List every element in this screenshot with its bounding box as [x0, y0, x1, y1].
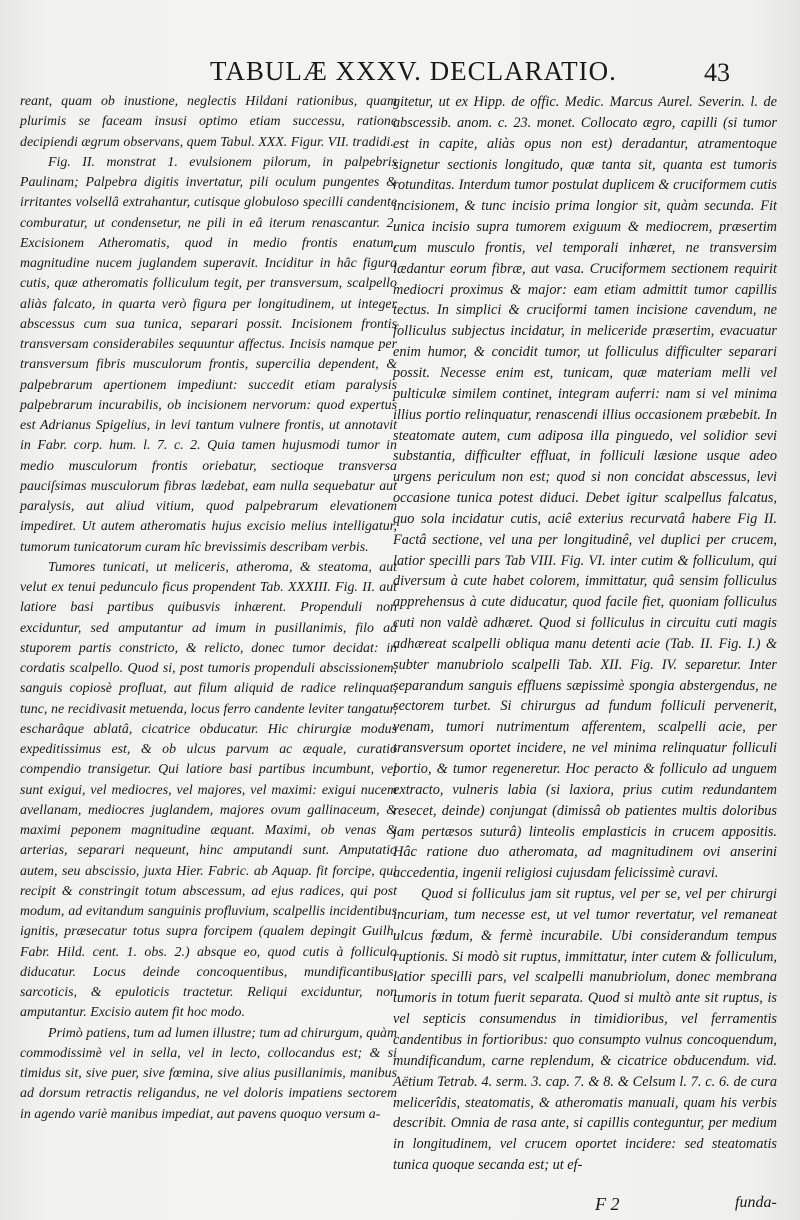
paragraph: reant, quam ob inustione, neglectis Hildani rationibus, quam plurimis se faceam insusi optimo etiam successu, ratione decipiendi ægrum observans, quem Tabul. XXX. Figur. VII. tradidi.: [20, 94, 397, 150]
running-title: TABULÆ XXXV. DECLARATIO.: [210, 56, 617, 86]
page-footer: [0, 1194, 800, 1218]
left-column: [20, 92, 397, 1125]
paragraph: Tumores tunicati, ut meliceris, atheroma, & steatoma, aut velut ex tenui pedunculo ficus propendent Tab. XXXIII. Fig. II. aut latiore basi partibus quibusvis inhærent. Propenduli non exciduntur, sed amputantur ad imum in pusillanimis, filo ad stuporem partis constricto, & relicto, donec tumor decidat: in cordatis scalpello. Quod si, post tumoris propenduli abscissionem, sanguis copiosè profluat, aut filum aliquid de radice relinquat, tunc, ne recidivasit metuenda, locus ferro candente leviter tangatur, escharâque ablatâ, cicatrice obducatur. Hic chirurgiæ modus expeditissimus est, & ob ulcus parvum ac æquale, curatio compendio transigetur. Qui latiore basi partibus incumbunt, vel sunt exigui, vel mediocres, vel majores, vel maximi: exigui nucem avellanam, mediocres juglandem, majores ovum gallinaceum, & maximi peponem magnitudine æquant. Maximi, ob venas & arterias, separari nequeunt, hinc amputandi sunt. Amputatio autem, seu abscissio, juxta Hier. Fabric. ab Aquap. fit forcipe, qui recipit & constringit totum abscessum, ad ejus radices, qui post modum, ad evitandum sanguinis profluvium, scalpellis incidentibus ignitis, præsecatur totus supra forcipem (qualem depingit Guilh. Fabr. Hild. cent. 1. obs. 2.) absque eo, quod cutis à folliculo diducatur. Locus deinde concoquentibus, mundificantibus, sarcoticis, & epuloticis tractetur. Reliqui exciduntur, non amputantur. Excisio autem fit hoc modo.: [20, 559, 397, 1021]
paragraph: gitetur, ut ex Hipp. de offic. Medic. Marcus Aurel. Severin. l. de abscessib. anom. c. 23. monet. Collocato ægro, capilli (si tumor est in capite, aliàs opus non est) deradantur, atramentoque signetur sectionis longitudo, quæ tanta sit, quanta est tumoris rotunditas. Interdum tumor postulat duplicem & cruciformem cutis incisionem, & tunc incisio prima longior sit, quàm secunda. Fit unica incisio supra tumorem exiguum & mediocrem, præsertim cum musculo frontis, vel temporali inhæret, ne transversim lædantur eorum fibræ, aut vasa. Cruciformem sectionem requirit mediocri proximus & major: eam etiam admittit tumor capillis tectus. In simplici & cruciformi tamen incisione cavendum, ne folliculus subjectus incidatur, in meliceride præsertim, evacuatur enim humor, & concidit tumor, ut folliculus difficulter separari possit. Necesse enim est, tunicam, quæ materiam melli vel pulticulæ similem continet, integram auferri: nam si vel minima illius portio relinquatur, renascendi illius occasionem præbebit. In steatomate autem, cum adiposa illa pinguedo, vel solidior sevi substantia, difficulter effluat, in folliculi læsione usque adeo urgens periculum non est; quod si non concidat abscessus, levi occasione tunica potest diduci. Debet igitur scalpellus falcatus, quo sola incidatur cutis, aciê exterius recurvatâ habere Fig II. Factâ sectione, vel una per longitudinê, vel duplici per crucem, latior specilli pars Tab VIII. Fig. VI. inter cutim & folliculum, qui diversum à cute habet colorem, immittatur, quâ sensim folliculus apprehensus à cute diducatur, quod facile fiet, quoniam folliculus cuti non valdè adhæret. Quod si folliculus in circuitu cuti magis adhæreat scalpelli obliqua manu detenti acie (Tab. II. Fig. I.) & subter manubriolo scalpelli Tab. XII. Fig. IV. separetur. Inter separandum sanguis effluens sæpissimè spongia abstergendus, ne sectorem turbet. Si chirurgus ad fundum folliculi pervenerit, venam, tumori nutrimentum afferentem, scalpelli acie, per transversum oportet incidere, ne vel minima relinquatur folliculi portio, & tumor regeneretur. Hoc peracto & folliculo ad unguem extracto, vulneris labia (si laxiora, prius cutim redundantem resecet, deinde) conjungat (dimissâ ob patientes multis doloribus jam pertæsos suturâ) linteolis emplasticis in crucem appositis. Hâc ratione duo atheromata, ad magnitudinem ovi anserini accedentia, ingenii religiosi cujusdam felicissimè curavi.: [393, 94, 777, 882]
paragraph: Fig. II. monstrat 1. evulsionem pilorum, in palpebris Paulinam; Palpebra digitis invertatur, pili oculum pungentes & irritantes volsellâ extrahantur, cutisque globuloso specilli candente comburatur, ut condensetur, ne pili in eâ iterum renascantur. 2. Excisionem Atheromatis, quod in medio frontis enatum, magnitudine nucem juglandem superavit. Inciditur in hâc figura cutis, quæ atheromatis folliculum tegit, per transversum, scalpello aliàs falcato, in quarta verò figura per longitudinem, ut integer abscessus cum sua tunica, separari possit. Incisionem frontis transversam considerabiles sequuntur affectus. Incisis namque per transversum fibris musculorum frontis, supercilia dependent, & palpebrarum apertionem impediunt: succedit etiam paralysis palpebrarum incurabilis, ob incisionem nervorum: quod expertus est Adrianus Spigelius, in levi tantum vulnere frontis, ut annotavit in Fabr. corp. hum. l. 7. c. 2. Quia tamen hujusmodi tumor in medio musculorum frontis oriebatur, sectioque transversa pauciſsimas musculorum fibras lædebat, eam nulla sequebatur aut paralysis, aut aliud vitium, quod palpebrarum elevationem impediret. Ut autem atheromatis hujus excisio melius intelligatur, tumorum tunicatorum curam hîc brevissimis describam verbis.: [20, 154, 397, 555]
paragraph: Primò patiens, tum ad lumen illustre; tum ad chirurgum, quàm commodissimè vel in sella, vel in lecto, collocandus est; & si timidus sit, sive puer, sive fœmina, sive alius pusillanimis, manibus ad dorsum retractis religandus, ne vel doloris impatiens sectorem in agendo variè manibus impediat, aut pavens quoquo versum a-: [20, 1025, 397, 1122]
catchword: funda-: [735, 1194, 777, 1211]
running-header: [0, 56, 800, 92]
right-column: [393, 92, 777, 1176]
paragraph: Quod si folliculus jam sit ruptus, vel per se, vel per chirurgi incuriam, tum necesse est, ut vel tumor revertatur, vel remaneat ulcus fœdum, & fermè incurabile. Ubi considerandum tempus ruptionis. Si modò sit ruptus, immittatur, inter cutem & folliculum, latior specilli pars, vel scalpelli manubriolum, donec membrana tumoris in totum fuerit separata. Quod si multò ante sit ruptus, is vel septicis consumendus in timidioribus, vel ferramentis candentibus in fortioribus: quo consumpto vulnus concoquendum, mundificandum, carne replendum, & cicatrice obducendum. vid. Aëtium Tetrab. 4. serm. 3. cap. 7. & 8. & Celsum l. 7. c. 6. de cura melicerîdis, steatomatis, & atheromatis manuali, quam his verbis describit. Omnia de rasa ante, si capillis conteguntur, per medium in longitudinem, vel crucem oportet incidere: sed steatomatis tunica quoque secanda est; ut ef-: [393, 886, 777, 1174]
page-number: 43: [704, 58, 730, 87]
signature-mark: F 2: [595, 1194, 620, 1214]
